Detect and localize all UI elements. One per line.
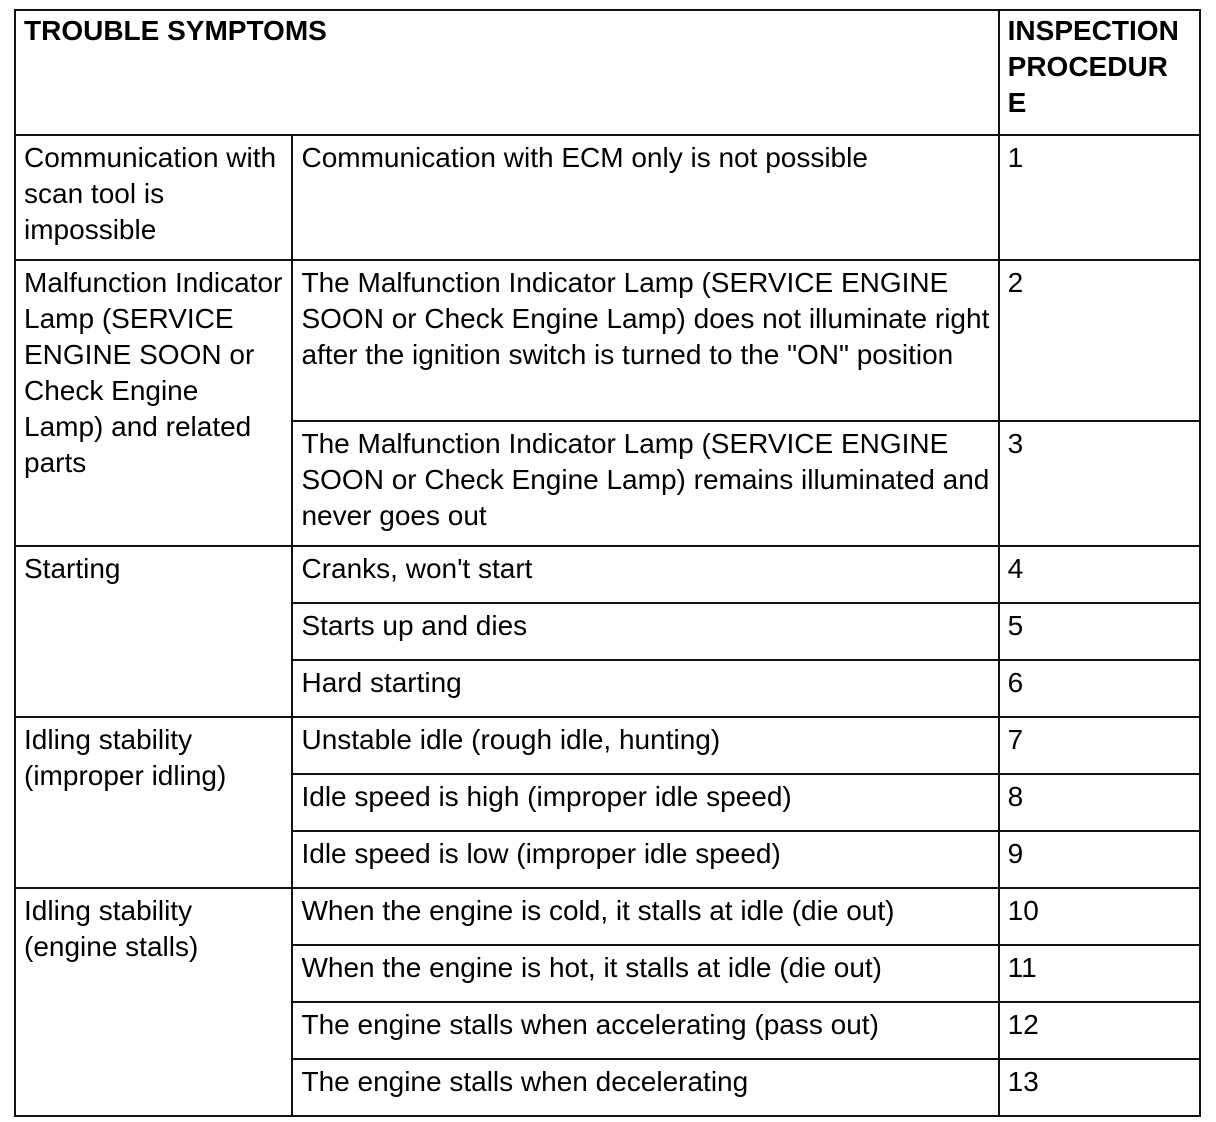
symptom-cell: Idle speed is low (improper idle speed) <box>292 831 998 888</box>
symptom-cell: Idle speed is high (improper idle speed) <box>292 774 998 831</box>
symptom-cell: When the engine is cold, it stalls at idle (die out) <box>292 888 998 945</box>
symptom-cell: The Malfunction Indicator Lamp (SERVICE ENGINE SOON or Check Engine Lamp) remains illuminated and never goes out <box>292 421 998 546</box>
symptom-cell: When the engine is hot, it stalls at idle (die out) <box>292 945 998 1002</box>
procedure-cell: 1 <box>999 135 1200 260</box>
category-cell: Idling stability (engine stalls) <box>15 888 292 1116</box>
symptom-cell: Communication with ECM only is not possible <box>292 135 998 260</box>
header-trouble-symptoms: TROUBLE SYMPTOMS <box>15 10 999 135</box>
header-inspection-procedure: INSPECTION PROCEDUR E <box>999 10 1200 135</box>
symptom-cell: Unstable idle (rough idle, hunting) <box>292 717 998 774</box>
symptom-cell: Starts up and dies <box>292 603 998 660</box>
procedure-cell: 7 <box>999 717 1200 774</box>
table-row <box>15 717 1200 774</box>
category-cell: Starting <box>15 546 292 717</box>
procedure-cell: 5 <box>999 603 1200 660</box>
procedure-cell: 13 <box>999 1059 1200 1116</box>
header-row <box>15 10 1200 135</box>
symptom-cell: The engine stalls when accelerating (pass out) <box>292 1002 998 1059</box>
category-cell: Communication with scan tool is impossible <box>15 135 292 260</box>
table-row <box>15 546 1200 603</box>
procedure-cell: 3 <box>999 421 1200 546</box>
symptom-cell: The Malfunction Indicator Lamp (SERVICE ENGINE SOON or Check Engine Lamp) does not illuminate right after the ignition switch is turned to the "ON" position <box>292 260 998 421</box>
procedure-cell: 10 <box>999 888 1200 945</box>
trouble-symptoms-table <box>14 9 1201 1117</box>
table-row <box>15 135 1200 260</box>
table-row <box>15 888 1200 945</box>
category-cell: Idling stability (improper idling) <box>15 717 292 888</box>
procedure-cell: 9 <box>999 831 1200 888</box>
procedure-cell: 6 <box>999 660 1200 717</box>
category-cell: Malfunction Indicator Lamp (SERVICE ENGINE SOON or Check Engine Lamp) and related parts <box>15 260 292 546</box>
procedure-cell: 12 <box>999 1002 1200 1059</box>
symptom-cell: The engine stalls when decelerating <box>292 1059 998 1116</box>
symptom-cell: Hard starting <box>292 660 998 717</box>
procedure-cell: 11 <box>999 945 1200 1002</box>
procedure-cell: 2 <box>999 260 1200 421</box>
procedure-cell: 8 <box>999 774 1200 831</box>
procedure-cell: 4 <box>999 546 1200 603</box>
table-row <box>15 260 1200 421</box>
symptom-cell: Cranks, won't start <box>292 546 998 603</box>
